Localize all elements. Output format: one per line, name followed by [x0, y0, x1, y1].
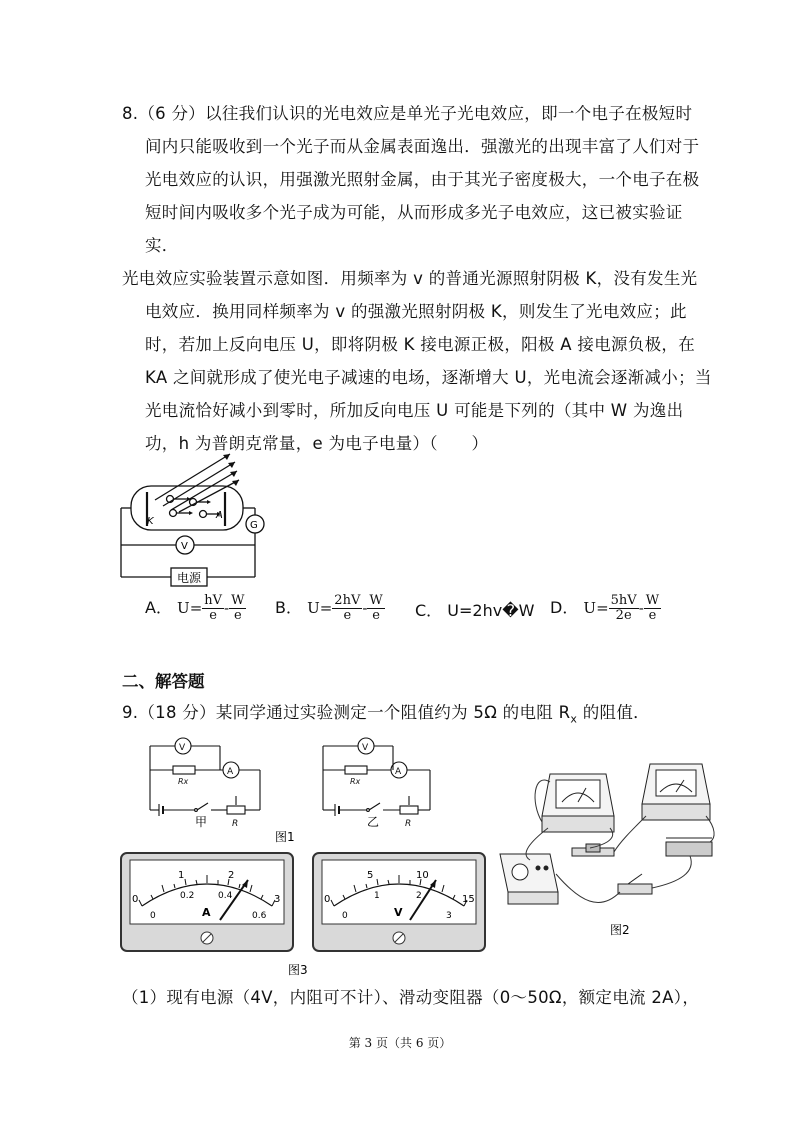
photoelectric-circuit-figure [115, 440, 275, 590]
option-b-frac1 [332, 594, 362, 623]
option-b-num1: 2hV [334, 593, 361, 608]
voltmeter-top-0: 0 [324, 894, 331, 905]
voltmeter-top-1: 5 [367, 870, 374, 881]
option-d-letter: D． [550, 598, 579, 617]
ammeter-bottom-3: 0.6 [252, 911, 267, 921]
q8-line-11: 功，h 为普朗克常量，e 为电子电量）（ ） [145, 434, 489, 453]
fig1-yi-label: 乙 [367, 815, 380, 829]
q8-line-5: 实． [145, 236, 179, 255]
option-b-den2: e [372, 608, 380, 623]
voltmeter-top-2: 10 [416, 870, 429, 881]
option-d-frac2 [644, 594, 661, 623]
figure-2-apparatus [490, 742, 730, 942]
voltmeter-top-3: 15 [462, 894, 475, 905]
q8-line-9: KA 之间就形成了使光电子减速的电场，逐渐增大 U，光电流会逐渐减小；当 [145, 368, 712, 387]
ammeter-bottom-1: 0.2 [180, 891, 195, 901]
figure-3-meters [120, 852, 490, 982]
option-d-num1: 5hV [610, 593, 637, 608]
fig1-jia-ammeter-label: A [227, 767, 234, 777]
fig1-yi-voltmeter-label: V [362, 743, 369, 753]
galvanometer-label: G [250, 520, 258, 531]
option-b[interactable] [275, 594, 385, 623]
option-a-minus: - [224, 599, 230, 617]
voltmeter-bottom-0: 0 [342, 911, 348, 921]
option-a-num2: W [231, 593, 245, 608]
voltmeter-label: V [181, 541, 188, 552]
q9-stem-sub: x [570, 712, 578, 726]
q8-line-7: 电效应．换用同样频率为 v 的强激光照射阴极 K，则发生了光电效应；此 [145, 302, 687, 321]
q9-stem-post: 的阻值． [577, 703, 650, 722]
option-b-den1: e [343, 608, 352, 623]
section-2-heading: 二、解答题 [122, 672, 205, 691]
q8-line-4: 短时间内吸收多个光子成为可能，从而形成多光子电效应，这已被实验证 [145, 203, 683, 222]
voltmeter-face [313, 853, 485, 951]
option-d-lhs: U= [583, 599, 609, 617]
option-b-lhs: U= [307, 599, 333, 617]
fig1-yi-r-label: R [405, 819, 412, 829]
option-b-minus: - [362, 599, 368, 617]
voltmeter-unit: V [394, 906, 403, 919]
ammeter-bottom-2: 0.4 [218, 891, 233, 901]
page-footer: 第 3 页（共 6 页） [348, 1036, 452, 1050]
question-9-part-1: （1）现有电源（4V，内阻可不计）、滑动变阻器（0～50Ω，额定电流 2A）， [122, 988, 700, 1007]
fig1-caption: 图1 [275, 830, 295, 844]
option-a-num1: hV [204, 593, 223, 608]
option-a[interactable] [145, 594, 246, 623]
q8-line-3: 光电效应的认识，用强激光照射金属，由于其光子密度极大，一个电子在极 [145, 170, 700, 189]
option-d-den2: e [648, 608, 657, 623]
fig1-jia-rx-label: Rx [178, 777, 189, 786]
q9-stem-pre: 9.（18 分）某同学通过实验测定一个阻值约为 5Ω 的电阻 R [122, 703, 571, 722]
ammeter-top-0: 0 [132, 894, 139, 905]
figure-1-circuits [145, 728, 465, 850]
q8-line-8: 时，若加上反向电压 U，即将阴极 K 接电源正极，阳极 A 接电源负极，在 [145, 335, 696, 354]
fig1-yi-ammeter-label: A [395, 767, 402, 777]
option-c-letter: C． [415, 601, 443, 620]
option-b-frac2 [367, 594, 384, 623]
voltmeter-bottom-3: 3 [446, 911, 452, 921]
option-d-minus: - [638, 599, 644, 617]
option-c-text: U=2hv�W [447, 601, 535, 620]
q8-line-2: 间内只能吸收到一个光子而从金属表面逸出．强激光的出现丰富了人们对于 [145, 137, 700, 156]
option-a-den2: e [233, 608, 242, 623]
option-c[interactable] [415, 598, 534, 621]
option-a-frac1 [202, 594, 224, 623]
ammeter-face [121, 853, 293, 951]
option-a-frac2 [229, 594, 246, 623]
fig2-caption: 图2 [610, 923, 630, 937]
option-a-letter: A． [145, 598, 172, 617]
fig1-jia-voltmeter-label: V [179, 743, 186, 753]
option-b-letter: B． [275, 598, 302, 617]
voltmeter-bottom-2: 2 [416, 891, 422, 901]
option-d-frac1 [609, 594, 639, 623]
fig1-jia-r-label: R [232, 819, 239, 829]
anode-label: A [216, 510, 223, 521]
ammeter-bottom-0: 0 [150, 911, 156, 921]
fig1-yi-rx-label: Rx [350, 777, 361, 786]
fig3-caption: 图3 [288, 963, 308, 977]
voltmeter-bottom-1: 1 [374, 891, 380, 901]
ammeter-unit: A [202, 906, 211, 919]
option-b-num2: W [369, 593, 383, 608]
ammeter-top-2: 2 [228, 870, 235, 881]
ammeter-top-1: 1 [178, 870, 185, 881]
option-a-den1: e [209, 608, 217, 623]
q8-line-1: 8.（6 分）以往我们认识的光电效应是单光子光电效应，即一个电子在极短时 [122, 104, 693, 123]
option-a-lhs: U= [177, 599, 203, 617]
option-d[interactable] [550, 594, 661, 623]
option-d-den1: 2e [615, 608, 632, 623]
ammeter-top-3: 3 [274, 894, 281, 905]
fig1-jia-label: 甲 [195, 815, 208, 829]
q8-line-10: 光电流恰好减小到零时，所加反向电压 U 可能是下列的（其中 W 为逸出 [145, 401, 684, 420]
cathode-label: K [147, 516, 154, 527]
q8-line-6: 光电效应实验装置示意如图．用频率为 v 的普通光源照射阴极 K，没有发生光 [122, 269, 698, 288]
option-d-num2: W [645, 593, 660, 608]
power-supply-label: 电源 [177, 571, 202, 585]
